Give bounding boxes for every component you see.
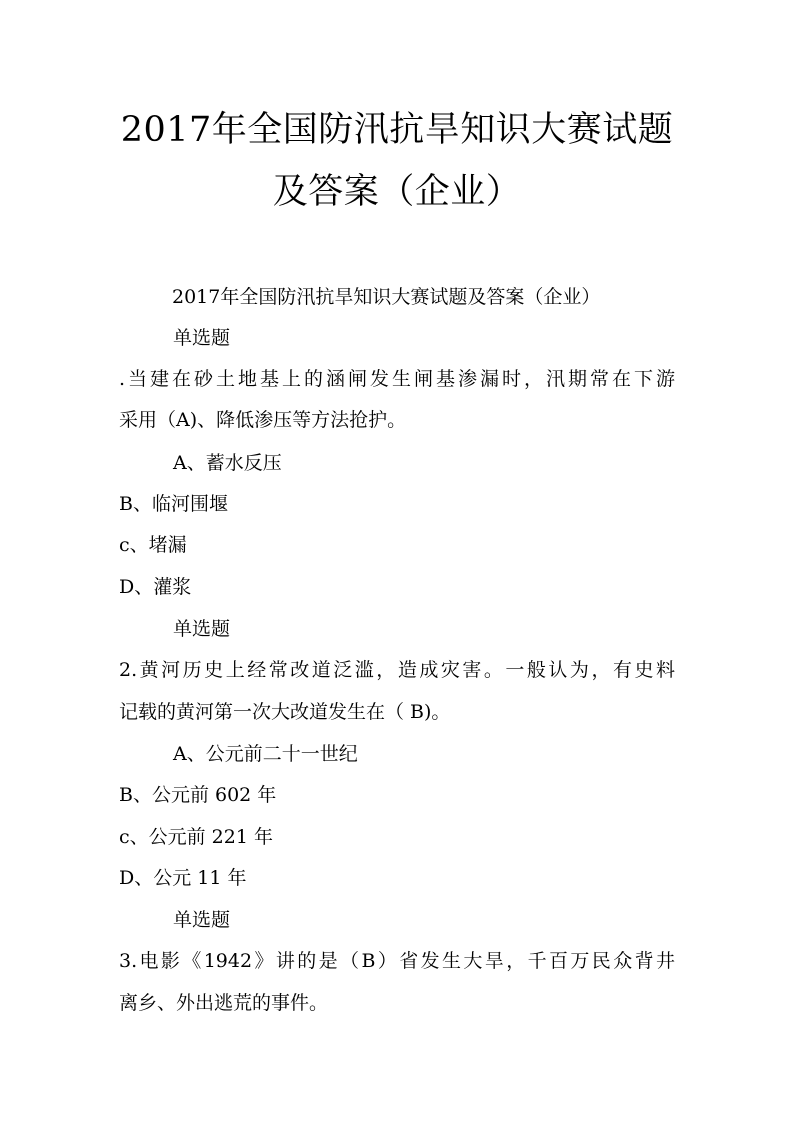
document-title-line-2: 及答案（企业） xyxy=(272,172,522,212)
question-text-line: 2.黄河历史上经常改道泛滥，造成灾害。一般认为，有史料 xyxy=(119,659,675,681)
document-subtitle: 2017年全国防汛抗旱知识大赛试题及答案（企业） xyxy=(172,286,601,308)
answer-option: A、公元前二十一世纪 xyxy=(173,743,358,765)
question-text-line: .当建在砂土地基上的涵闸发生闸基渗漏时，汛期常在下游 xyxy=(119,368,675,390)
answer-option: D、灌浆 xyxy=(119,576,192,598)
question-type-label: 单选题 xyxy=(173,618,231,640)
question-text-line: 采用（A)、降低渗压等方法抢护。 xyxy=(119,409,407,431)
question-type-label: 单选题 xyxy=(173,909,231,931)
answer-option: B、临河围堰 xyxy=(119,493,228,515)
document-title-line-1: 2017年全国防汛抗旱知识大赛试题 xyxy=(120,110,674,150)
answer-option: A、蓄水反压 xyxy=(173,452,282,474)
question-text-line: 离乡、外出逃荒的事件。 xyxy=(119,992,329,1014)
answer-option: c、堵漏 xyxy=(119,534,187,556)
question-text-line: 记载的黄河第一次大改道发生在（ B)。 xyxy=(119,701,451,723)
question-type-label: 单选题 xyxy=(173,327,231,349)
answer-option: c、公元前 221 年 xyxy=(119,826,273,848)
answer-option: D、公元 11 年 xyxy=(119,867,247,889)
answer-option: B、公元前 602 年 xyxy=(119,784,277,806)
question-text-line: 3.电影《1942》讲的是（B）省发生大旱，千百万民众背井 xyxy=(119,950,675,972)
